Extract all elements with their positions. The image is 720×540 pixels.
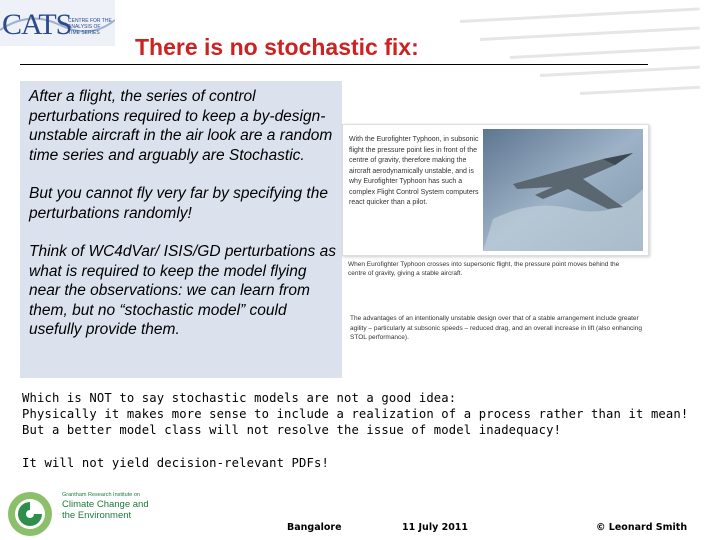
- eurofighter-caption-supersonic: When Eurofighter Typhoon crosses into supersonic flight, the pressure point moves behind the centre of gravity, giving a stable aircraft.: [348, 261, 620, 277]
- slide-title: There is no stochastic fix:: [135, 34, 419, 60]
- eurofighter-card-text: With the Eurofighter Typhoon, in subsonic flight the pressure point lies in front of the centre of gravity, therefore making the aircraft aerodynamically unstable, and is why Eurofighter Typhoon has such a complex Flight Control System computers react quicker than a pilot.: [349, 136, 479, 206]
- body-text: [22, 390, 720, 471]
- title-underline: [20, 64, 648, 65]
- footer-location: Bangalore: [287, 522, 342, 533]
- grantham-logo-line-2: the Environment: [62, 510, 132, 521]
- body-line-better-model: But a better model class will not resolve the issue of model inadequacy!: [22, 423, 562, 437]
- eurofighter-caption-advantages: The advantages of an intentionally unstable design over that of a stable arrangement include greater agility – particularly at subsonic speeds – reduced drag, and an overall increase in lift (also enhancing STOL performance).: [350, 315, 642, 341]
- footer-author: © Leonard Smith: [596, 522, 688, 533]
- decorative-stripes: [420, 0, 720, 120]
- cats-logo-subtitle: CENTRE FOR THE ANALYSIS OF TIME SERIES: [68, 18, 112, 36]
- cats-logo: [0, 0, 115, 46]
- body-line-decision-pdfs: It will not yield decision-relevant PDFs!: [22, 456, 329, 470]
- eurofighter-card: [342, 124, 649, 256]
- grantham-logo: [0, 488, 160, 538]
- grantham-logo-line-1: Climate Change and: [62, 499, 149, 510]
- paragraph-random-perturbations: But you cannot fly very far by specifying the perturbations randomly!: [29, 185, 328, 222]
- eurofighter-photo: [483, 129, 643, 251]
- paragraph-wc4dvar: Think of WC4dVar/ ISIS/GD perturbations as what is required to keep the model flying near the observations: we can learn from them, but no “stochastic model” could usefully provide them.: [29, 243, 336, 338]
- body-line-not-to-say: Which is NOT to say stochastic models are not a good idea:: [22, 391, 457, 405]
- grantham-logo-small: Grantham Research Institute on: [62, 492, 140, 498]
- paragraph-flight-perturbations: After a flight, the series of control perturbations required to keep a by-design-unstable aircraft in the air look are a random time series and arguably are Stochastic.: [29, 88, 333, 164]
- main-text-box: [20, 81, 342, 378]
- cats-logo-text: CATS: [2, 8, 72, 41]
- footer-date: 11 July 2011: [402, 522, 469, 533]
- grantham-logo-icon: [2, 488, 60, 538]
- grantham-logo-text: [62, 492, 162, 521]
- body-line-physically: Physically it makes more sense to include a realization of a process rather than it mean!: [22, 407, 689, 421]
